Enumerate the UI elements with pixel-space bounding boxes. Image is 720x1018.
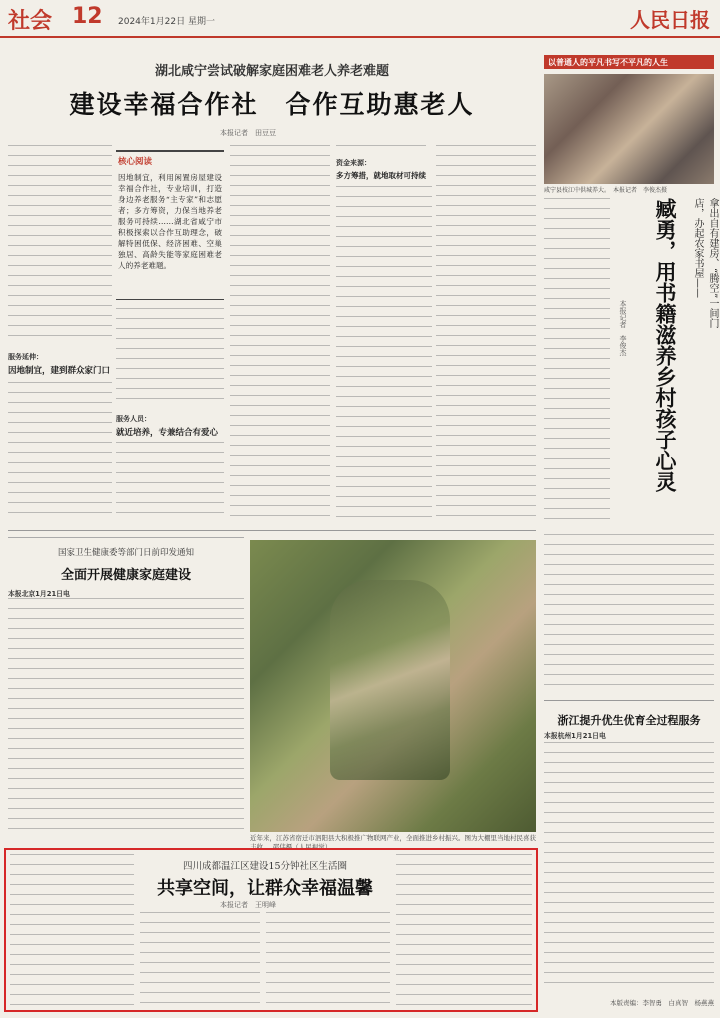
bottom-column-3-text (266, 912, 390, 1006)
lead-column-1-text (8, 145, 112, 340)
lead-subhead-2: 服务人员： (116, 415, 151, 423)
zj-headline: 浙江提升优生优育全过程服务 (557, 714, 701, 727)
right-byline: 本报记者 李俊杰 (619, 300, 627, 356)
family-kicker: 国家卫生健康委等部门日前印发通知 (57, 548, 194, 558)
lead-subhead-3b: 多方筹措，就地取材可持续 (336, 171, 426, 180)
lead-subhead-3: 资金来源： (336, 159, 371, 167)
right-column-text-upper (544, 198, 610, 528)
right-column-text-lower (544, 534, 714, 694)
lead-column-4-top (336, 145, 426, 155)
lead-column-2-text-b (116, 442, 224, 522)
bottom-column-4-text (396, 854, 532, 1006)
page-number: 12 (72, 4, 103, 29)
portrait-caption: 咸宁县枝江中供城养大。 本报记者 李俊杰摄 (544, 187, 668, 194)
lead-column-4-text (336, 186, 432, 522)
bottom-column-1-text (10, 854, 134, 1006)
core-reading-box (116, 150, 224, 300)
lead-column-1-text-b (8, 382, 112, 522)
lead-divider (8, 530, 536, 531)
core-reading-title: 核心阅读 (118, 157, 153, 167)
newspaper-logo: 人民日报 (630, 8, 710, 32)
lead-byline: 本报记者 田豆豆 (220, 129, 276, 137)
core-reading-text: 因地制宜，利用闲置房屋建设幸福合作社，专业培训，打造身边养老服务“主专家”和志愿者；多方筹资，力保当地养老服务可持续……湖北省咸宁市积极探索以合作互助理念，破解特困低保、经济困难、空巢独居、高龄失能等家庭困难老人的养老难题。 (118, 173, 222, 270)
lead-subhead-1: 服务延伸： (8, 353, 43, 361)
zj-dateline: 本报杭州1月21日电 (544, 732, 606, 740)
zj-text (544, 742, 714, 990)
issue-date: 2024年1月22日 星期一 (118, 17, 215, 27)
lead-column-3-text (230, 145, 330, 522)
page-editors: 本版责编：李智勇 白真智 杨燕燕 (610, 999, 714, 1007)
lead-kicker: 湖北咸宁尝试破解家庭困难老人养老难题 (154, 64, 389, 79)
lead-column-5-text (436, 145, 536, 522)
family-dateline: 本报北京1月21日电 (8, 590, 70, 598)
farm-photo (250, 540, 536, 832)
portrait-photo (544, 74, 714, 184)
lead-column-2-text (116, 308, 224, 406)
page-header (0, 0, 720, 38)
family-text (8, 598, 244, 838)
right-kicker: 拿出自有建房、“腾空”一间门店，办起农家书屋—— (692, 198, 718, 329)
farmer-figure (330, 580, 450, 780)
bottom-byline: 本报记者 王明峰 (220, 901, 276, 909)
section-name: 社会 (8, 8, 53, 34)
family-headline: 全面开展健康家庭建设 (60, 568, 191, 583)
lead-subhead-2b: 就近培养，专兼结合有爱心 (116, 428, 219, 438)
bottom-headline: 共享空间，让群众幸福温馨 (157, 878, 373, 899)
right-headline: 臧勇，用书籍滋养乡村孩子心灵 (653, 198, 678, 492)
bottom-column-2-text (140, 912, 260, 1006)
zj-divider (544, 700, 714, 701)
lead-subhead-1b: 因地制宜，建到群众家门口 (8, 366, 111, 376)
family-divider (8, 537, 244, 538)
farm-photo-caption: 近年来，江苏省宿迁市泗阳县大积极推广物联网产业，全面推进乡村振兴。图为大棚里当地村民喜获丰收。 邵伟摄（人民视觉） (250, 834, 536, 851)
column-badge: 以普通人的平凡书写不平凡的人生 (544, 55, 714, 69)
bottom-kicker: 四川成都温江区建设15分钟社区生活圈 (182, 861, 348, 872)
lead-headline: 建设幸福合作社 合作互助惠老人 (69, 90, 475, 119)
